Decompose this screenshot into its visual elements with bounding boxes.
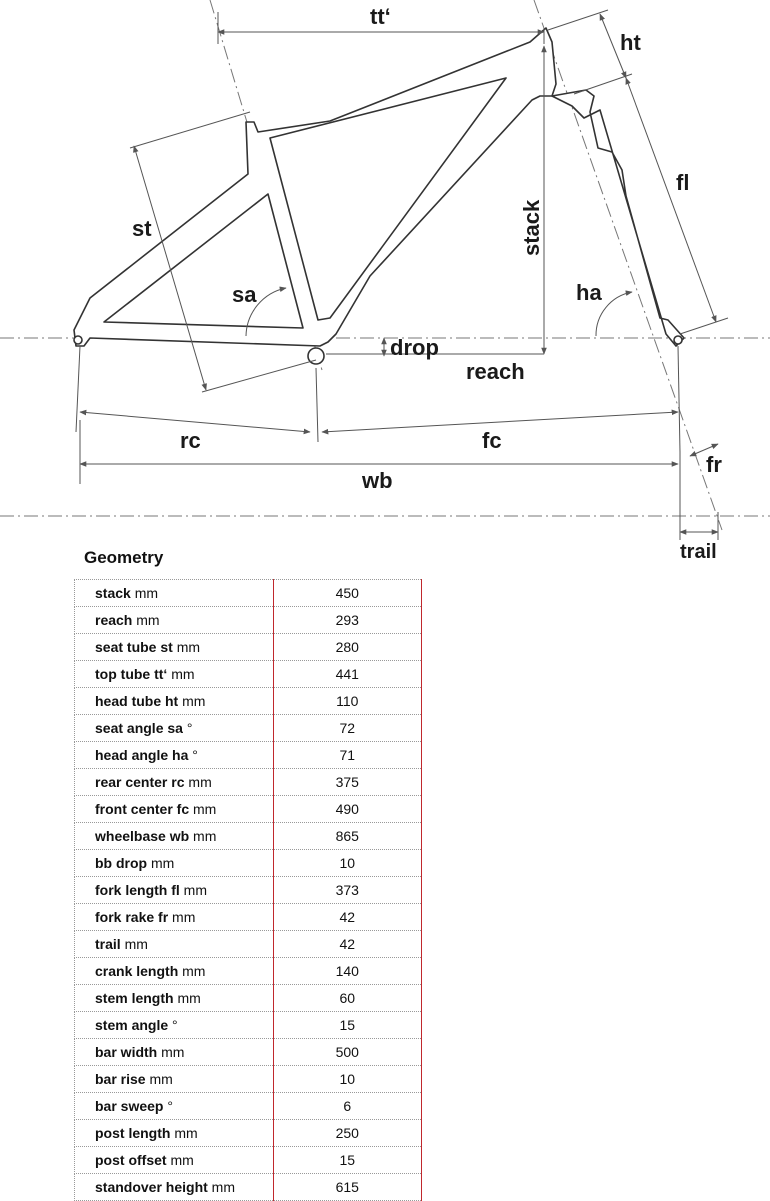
table-row <box>75 958 422 985</box>
row-label <box>75 661 274 688</box>
table-row <box>75 769 422 796</box>
label-st: st <box>132 216 152 241</box>
row-unit: mm <box>179 882 207 898</box>
table-row <box>75 823 422 850</box>
row-label <box>75 877 274 904</box>
row-name: seat angle sa <box>95 720 183 736</box>
row-label <box>75 850 274 877</box>
table-row <box>75 661 422 688</box>
row-name: stem length <box>95 990 174 1006</box>
row-value: 140 <box>273 958 421 985</box>
table-row <box>75 1093 422 1120</box>
row-value: 10 <box>273 850 421 877</box>
row-name: trail <box>95 936 121 952</box>
label-fr: fr <box>706 452 722 477</box>
row-label <box>75 607 274 634</box>
row-unit: mm <box>178 693 206 709</box>
row-name: bb drop <box>95 855 148 871</box>
row-value: 42 <box>273 904 421 931</box>
label-ht: ht <box>620 30 641 55</box>
table-row <box>75 796 422 823</box>
row-unit: mm <box>170 1125 198 1141</box>
row-value: 60 <box>273 985 421 1012</box>
row-name: bar width <box>95 1044 158 1060</box>
table-row <box>75 1174 422 1201</box>
label-fc: fc <box>482 428 502 453</box>
row-unit: mm <box>157 1044 185 1060</box>
row-value: 10 <box>273 1066 421 1093</box>
row-unit: mm <box>120 936 148 952</box>
label-rc: rc <box>180 428 201 453</box>
table-row <box>75 1147 422 1174</box>
row-value: 15 <box>273 1147 421 1174</box>
table-row <box>75 1012 422 1039</box>
row-label <box>75 796 274 823</box>
row-unit: ° <box>182 720 193 736</box>
row-name: reach <box>95 612 133 628</box>
row-value: 15 <box>273 1012 421 1039</box>
row-name: wheelbase wb <box>95 828 190 844</box>
table-row <box>75 1039 422 1066</box>
row-unit: mm <box>207 1179 236 1195</box>
table-row <box>75 931 422 958</box>
row-unit: mm <box>168 909 196 925</box>
row-unit: mm <box>189 828 217 844</box>
row-unit: ° <box>188 747 198 763</box>
row-unit: mm <box>166 1152 194 1168</box>
label-stack: stack <box>519 199 544 256</box>
front-axle <box>674 336 682 344</box>
row-name: top tube tt‘ <box>95 666 168 682</box>
row-unit: mm <box>145 1071 173 1087</box>
table-row <box>75 904 422 931</box>
table-row <box>75 580 422 607</box>
row-unit: mm <box>130 585 159 601</box>
row-label <box>75 742 274 769</box>
label-sa: sa <box>232 282 257 307</box>
row-name: head angle ha <box>95 747 189 763</box>
row-name: seat tube st <box>95 639 173 655</box>
row-label <box>75 904 274 931</box>
row-unit: mm <box>189 801 217 817</box>
row-value: 490 <box>273 796 421 823</box>
table-row <box>75 850 422 877</box>
row-value: 280 <box>273 634 421 661</box>
rear-axle <box>74 336 82 344</box>
label-wb: wb <box>362 468 393 493</box>
label-tt: tt‘ <box>370 4 391 29</box>
row-unit: mm <box>147 855 175 871</box>
bike-frame <box>74 28 556 364</box>
row-value: 293 <box>273 607 421 634</box>
row-name: front center fc <box>95 801 190 817</box>
row-unit: mm <box>178 963 206 979</box>
steering-axis <box>534 0 722 530</box>
row-label <box>75 1012 274 1039</box>
table-row <box>75 1066 422 1093</box>
table-row <box>75 634 422 661</box>
table-row <box>75 985 422 1012</box>
row-unit: ° <box>168 1017 178 1033</box>
table-row <box>75 607 422 634</box>
row-name: stem angle <box>95 1017 169 1033</box>
row-value: 250 <box>273 1120 421 1147</box>
label-ha: ha <box>576 280 602 305</box>
row-value: 71 <box>273 742 421 769</box>
row-name: stack <box>95 585 131 601</box>
row-name: fork length fl <box>95 882 180 898</box>
row-label <box>75 958 274 985</box>
row-name: bar sweep <box>95 1098 164 1114</box>
row-value: 865 <box>273 823 421 850</box>
label-fl: fl <box>676 170 690 195</box>
row-unit: mm <box>167 666 195 682</box>
fork <box>552 90 684 346</box>
geometry-title: Geometry <box>84 548 164 567</box>
row-unit: mm <box>184 774 212 790</box>
row-name: rear center rc <box>95 774 185 790</box>
row-name: post length <box>95 1125 171 1141</box>
row-unit: mm <box>173 990 201 1006</box>
table-row <box>75 1120 422 1147</box>
row-name: head tube ht <box>95 693 179 709</box>
geometry-table <box>74 579 422 1201</box>
row-label <box>75 1093 274 1120</box>
row-name: standover height <box>95 1179 208 1195</box>
table-row <box>75 877 422 904</box>
row-label <box>75 1066 274 1093</box>
row-label <box>75 688 274 715</box>
row-label <box>75 1147 274 1174</box>
row-label <box>75 1174 274 1201</box>
row-value: 110 <box>273 688 421 715</box>
row-unit: mm <box>172 639 201 655</box>
row-label <box>75 769 274 796</box>
row-value: 373 <box>273 877 421 904</box>
row-label <box>75 715 274 742</box>
label-reach: reach <box>466 359 525 384</box>
row-value: 615 <box>273 1174 421 1201</box>
row-name: fork rake fr <box>95 909 169 925</box>
fl-dimension <box>626 78 716 322</box>
row-label <box>75 580 274 607</box>
row-label <box>75 931 274 958</box>
row-label <box>75 985 274 1012</box>
row-label <box>75 823 274 850</box>
row-value: 72 <box>273 715 421 742</box>
row-label <box>75 1120 274 1147</box>
row-unit: ° <box>163 1098 173 1114</box>
row-label <box>75 1039 274 1066</box>
row-label <box>75 634 274 661</box>
label-drop: drop <box>390 335 439 360</box>
row-name: post offset <box>95 1152 167 1168</box>
label-trail: trail <box>680 541 717 563</box>
row-value: 42 <box>273 931 421 958</box>
row-value: 500 <box>273 1039 421 1066</box>
table-row <box>75 742 422 769</box>
table-row <box>75 688 422 715</box>
row-name: crank length <box>95 963 179 979</box>
row-value: 441 <box>273 661 421 688</box>
row-value: 450 <box>273 580 421 607</box>
row-value: 6 <box>273 1093 421 1120</box>
row-name: bar rise <box>95 1071 146 1087</box>
row-unit: mm <box>132 612 160 628</box>
row-value: 375 <box>273 769 421 796</box>
table-row <box>75 715 422 742</box>
